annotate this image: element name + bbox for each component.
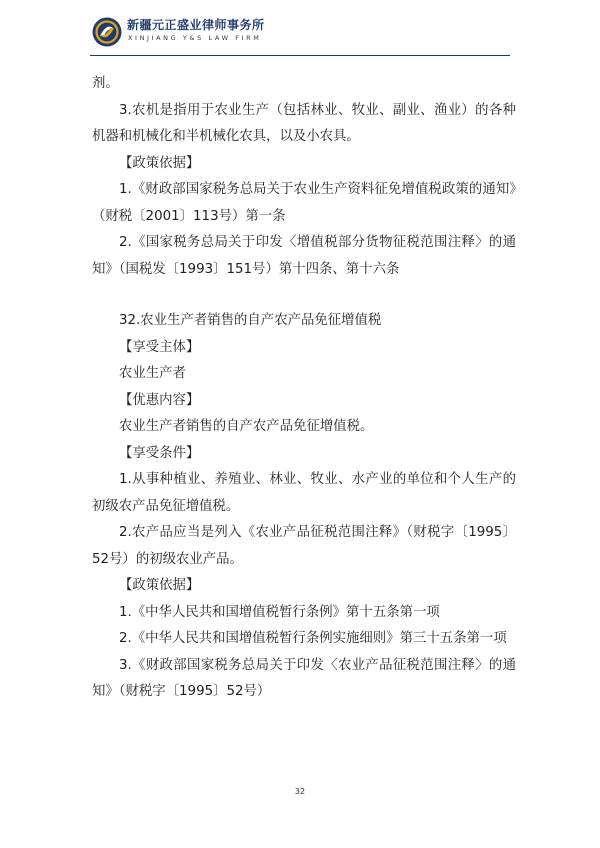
section-heading: 【享受主体】 (119, 339, 200, 355)
document-body (92, 71, 516, 706)
paragraph-item: 2.《中华人民共和国增值税暂行条例实施细则》第三十五条第一项 (119, 631, 507, 646)
section-heading: 【政策依据】 (119, 578, 200, 593)
paragraph-item: 1.《财政部国家税务总局关于农业生产资料征免增值税政策的通知》（财税〔2001〕113号）第一条 (92, 182, 516, 224)
paragraph-line: 剂。 (92, 76, 119, 91)
paragraph-item: 2.农产品应当是列入《农业产品征税范围注释》（财税字〔1995〕52号）的初级农业产品。 (92, 525, 516, 567)
firm-name-cn: 新疆元正盛业律师事务所 (127, 18, 265, 32)
paragraph-item: 3.《财政部国家税务总局关于印发〈农业产品征税范围注释〉的通知》（财税字〔1995〕52号） (92, 657, 516, 699)
paragraph-item: 3.农机是指用于农业生产（包括林业、牧业、副业、渔业）的各种机器和机械化和半机械化农具，以及小农具。 (92, 102, 516, 144)
firm-name-en: XINJIANG Y&S LAW FIRM (128, 34, 262, 42)
paragraph-item: 农业生产者 (119, 366, 186, 381)
paragraph-gap (92, 283, 516, 308)
header-divider (90, 55, 510, 56)
section-heading: 【政策依据】 (119, 155, 200, 171)
item-title: 32.农业生产者销售的自产农产品免征增值税 (119, 313, 382, 328)
page-number: 32 (294, 787, 306, 796)
section-heading: 【优惠内容】 (119, 392, 200, 408)
section-heading: 【享受条件】 (119, 445, 200, 461)
paragraph-item: 2.《国家税务总局关于印发〈增值税部分货物征税范围注释〉的通知》（国税发〔1993〕151号）第十四条、第十六条 (92, 235, 516, 277)
paragraph-item: 1.《中华人民共和国增值税暂行条例》第十五条第一项 (119, 604, 440, 620)
page-header (0, 0, 600, 62)
paragraph-item: 1.从事种植业、养殖业、林业、牧业、水产业的单位和个人生产的初级农产品免征增值税。 (92, 472, 516, 514)
paragraph-item: 农业生产者销售的自产农产品免征增值税。 (119, 419, 374, 434)
firm-logo-icon (91, 16, 123, 48)
